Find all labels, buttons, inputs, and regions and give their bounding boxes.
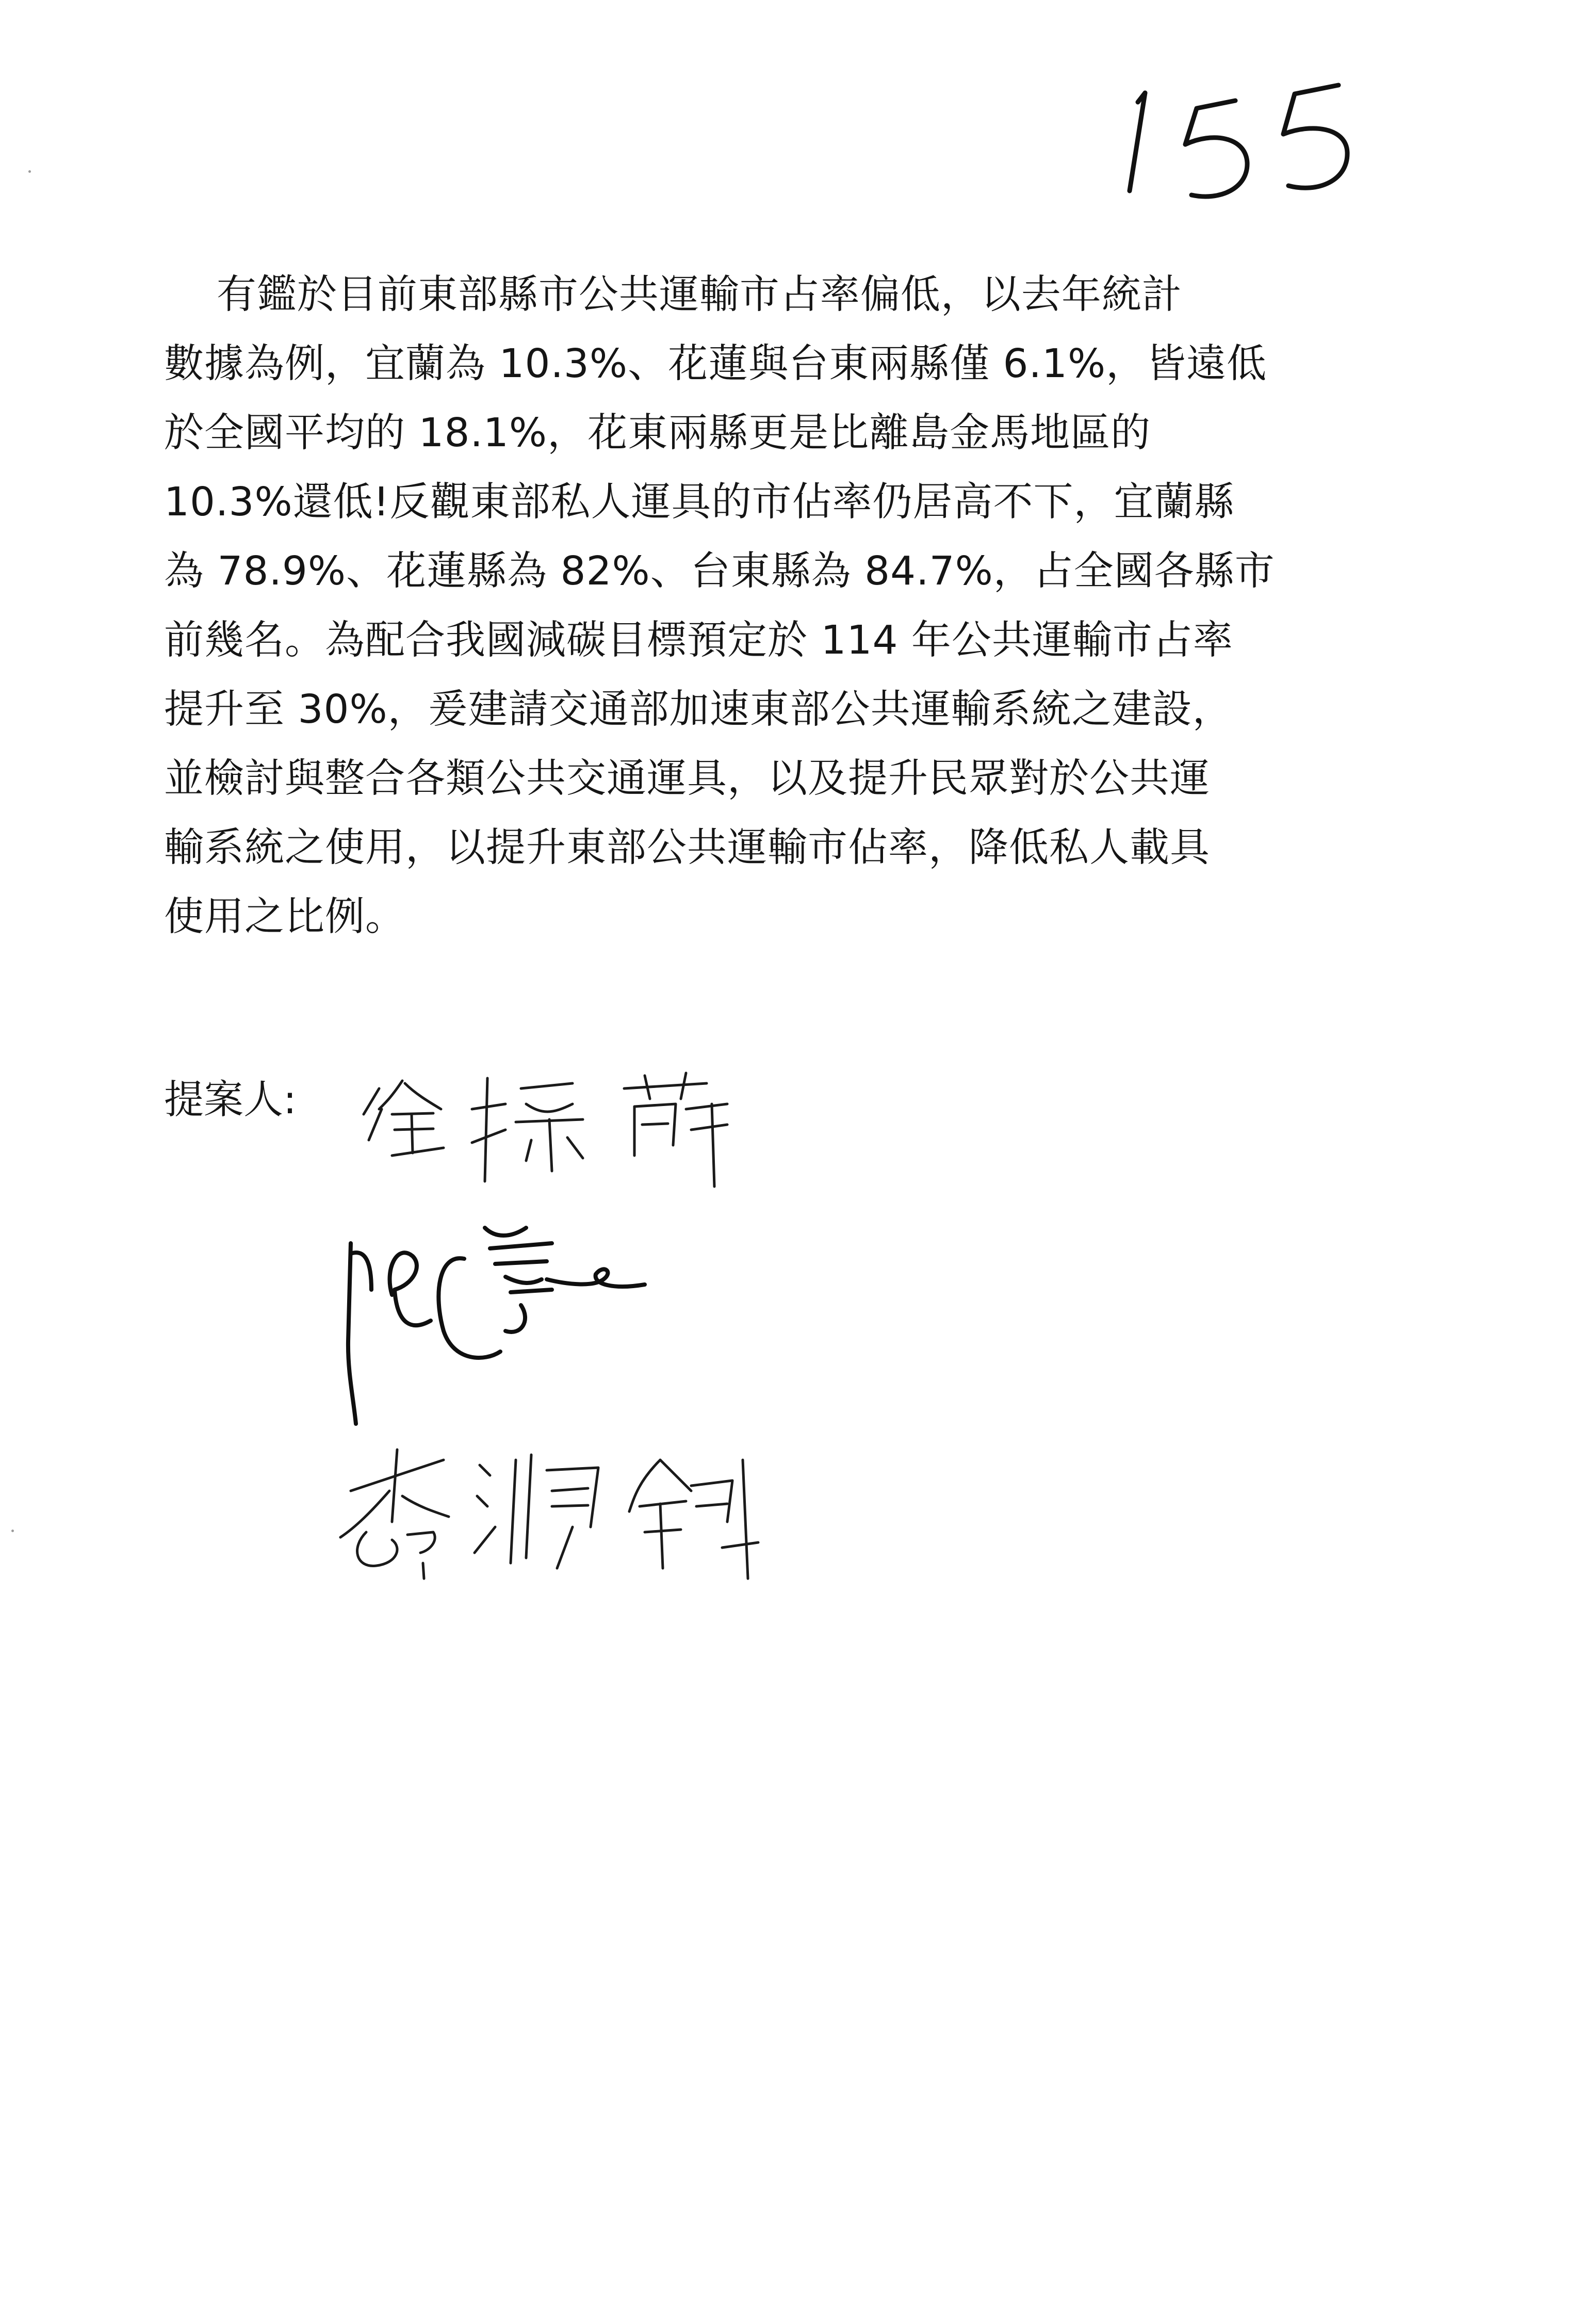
handwritten-signature bbox=[335, 1207, 707, 1434]
body-line: 前幾名。為配合我國減碳目標預定於 114 年公共運輸市占率 bbox=[164, 617, 1233, 663]
body-line: 輸系統之使用，以提升東部公共運輸市佔率，降低私人載具 bbox=[164, 825, 1210, 871]
body-line: 使用之比例。 bbox=[164, 894, 405, 940]
handwritten-signature bbox=[356, 1052, 820, 1207]
page-number-handwriting bbox=[1124, 62, 1393, 227]
body-line: 提升至 30%，爰建請交通部加速東部公共運輸系統之建設， bbox=[164, 687, 1233, 733]
signature-1 bbox=[356, 1052, 820, 1207]
scan-speck bbox=[28, 170, 31, 173]
body-line: 有鑑於目前東部縣市公共運輸市占率偏低，以去年統計 bbox=[164, 272, 1182, 318]
handwritten-signature bbox=[330, 1429, 794, 1584]
body-line: 10.3%還低!反觀東部私人運具的市佔率仍居高不下，宜蘭縣 bbox=[164, 479, 1235, 525]
body-line: 於全國平均的 18.1%，花東兩縣更是比離島金馬地區的 bbox=[164, 410, 1151, 456]
body-line: 數據為例，宜蘭為 10.3%、花蓮與台東兩縣僅 6.1%，皆遠低 bbox=[164, 341, 1267, 387]
signature-3 bbox=[330, 1429, 794, 1584]
signature-2 bbox=[335, 1207, 707, 1434]
proposer-label: 提案人: bbox=[164, 1077, 297, 1123]
scan-speck bbox=[11, 1530, 14, 1532]
proposal-body bbox=[164, 261, 1309, 952]
handwritten-page-number bbox=[1124, 62, 1393, 227]
body-line: 為 78.9%、花蓮縣為 82%、台東縣為 84.7%，占全國各縣市 bbox=[164, 548, 1275, 594]
body-line: 並檢討與整合各類公共交通運具，以及提升民眾對於公共運 bbox=[164, 756, 1210, 802]
